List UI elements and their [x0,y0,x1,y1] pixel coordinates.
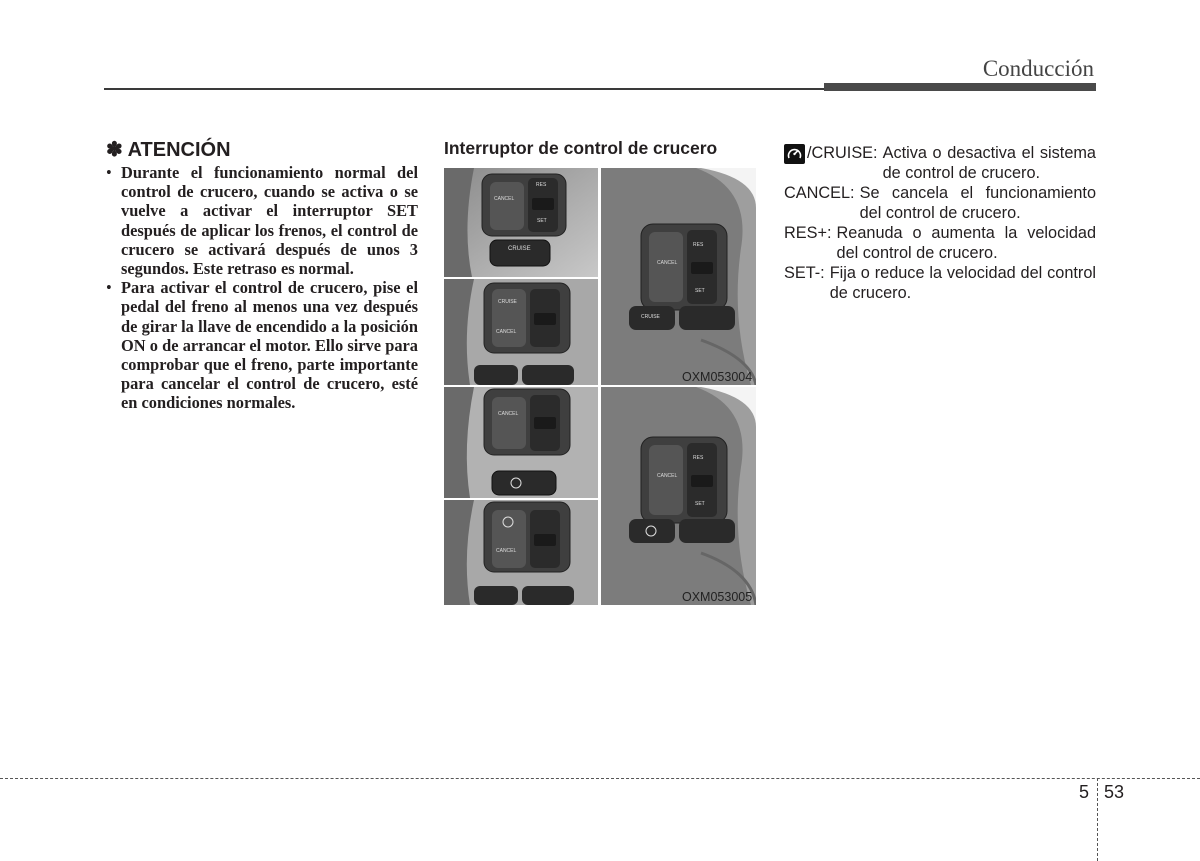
figure-code-bottom: OXM053005 [682,590,753,604]
switch-photo-cancel-cruise [444,168,598,277]
definition-cruise [784,144,1096,183]
footer-page-divider [1097,778,1098,861]
cruise-button-label: CRUISE [641,314,660,320]
switch-photo-wheel-icon [601,387,756,605]
cancel-label: CANCEL [498,411,519,417]
attention-item: • Durante el funcionamiento normal del control de crucero, cuando se activa o se vuelve a activar el interruptor SET después de aplicar los frenos, el control de crucero se activará después de unos 3 segundos. Este retraso es normal. [106,163,418,278]
definition-res [784,224,1096,263]
header-rule [104,88,826,90]
switch-photo-icon-cancel [444,500,598,605]
section-title: Conducción [982,56,1094,81]
header-rule-accent [824,83,1096,91]
switch-photo-wheel-cruise [601,168,756,385]
res-label: RES [693,455,704,461]
res-label: RES [693,242,704,248]
definition-text: Fija o reduce la velocidad del control de crucero. [829,264,1096,302]
cancel-label: CANCEL [496,548,517,554]
definition-key: SET-: [784,264,825,282]
set-label: SET [695,288,705,294]
definition-text: Reanuda o aumenta la velocidad del control de crucero. [836,224,1096,262]
cruise-control-icon [784,144,805,164]
footer-divider [0,778,1200,779]
cancel-label: CANCEL [657,260,678,266]
figure-code-top: OXM053004 [682,370,753,384]
cancel-label: CANCEL [494,196,515,202]
definition-set [784,264,1096,303]
figure-heading: Interruptor de control de crucero [444,138,718,158]
page-number: 53 [1104,782,1125,802]
set-label: SET [695,501,705,507]
cancel-label: CANCEL [496,329,517,335]
set-label: SET [537,218,547,224]
cruise-button-label: CRUISE [508,246,531,252]
cruise-label: CRUISE [498,299,517,305]
definition-key: CANCEL: [784,184,855,202]
definition-key: /CRUISE: [807,144,878,162]
res-label: RES [536,182,547,188]
switch-definitions [784,144,1096,304]
attention-item: • Para activar el control de crucero, pise el pedal del freno al menos una vez después de girar la llave de encendido a la posición ON o de arrancar el motor. Ello sirve para comprobar que el freno, parte importante para cancelar el control de crucero, esté en condiciones normales. [106,278,418,412]
attention-list [106,163,418,413]
cancel-label: CANCEL [657,473,678,479]
switch-photo-cancel-icon-button [444,387,598,498]
definition-text: Se cancela el funcionamiento del control de crucero. [859,184,1096,222]
definition-text: Activa o desactiva el sistema de control de crucero. [882,144,1096,182]
definition-key: RES+: [784,224,832,242]
steering-switch-figure [444,168,756,605]
definition-cancel [784,184,1096,223]
chapter-number: 5 [1079,782,1090,802]
attention-heading: ✽ ATENCIÓN [106,139,231,161]
switch-photo-cruise-cancel [444,279,598,385]
